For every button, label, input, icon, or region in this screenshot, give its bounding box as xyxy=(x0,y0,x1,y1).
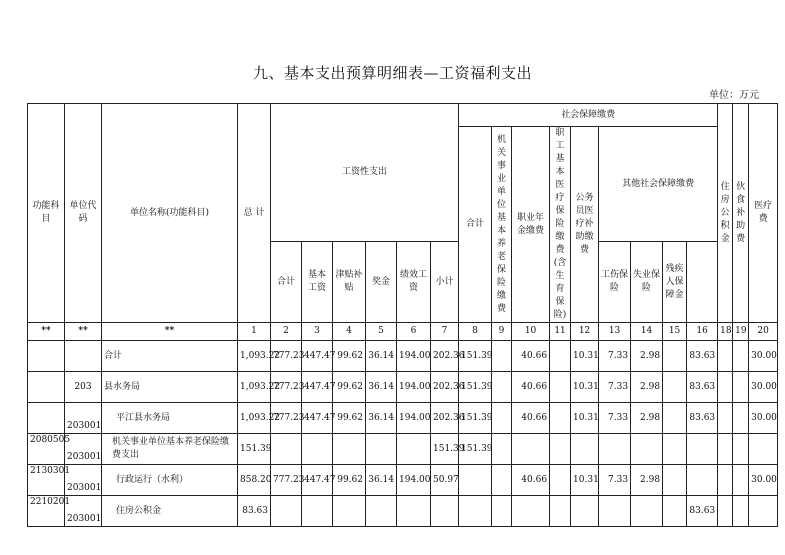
value-cell: 1,093.22 xyxy=(238,403,271,434)
value-cell xyxy=(733,403,749,434)
value-cell xyxy=(550,434,571,465)
header-total: 总 计 xyxy=(238,104,271,323)
value-cell: 10.31 xyxy=(571,372,599,403)
value-cell xyxy=(718,372,733,403)
value-cell: 151.39 xyxy=(459,403,492,434)
value-cell xyxy=(718,341,733,372)
header-func-subject: 功能科目 xyxy=(28,104,65,323)
value-cell: 194.00 xyxy=(397,341,431,372)
header-meal: 伙食补助费 xyxy=(733,104,749,323)
mark-cell: 16 xyxy=(687,323,718,341)
value-cell xyxy=(663,403,687,434)
value-cell xyxy=(718,465,733,496)
mark-cell: 20 xyxy=(749,323,778,341)
value-cell: 447.47 xyxy=(302,403,333,434)
value-cell: 40.66 xyxy=(512,465,550,496)
table-row xyxy=(28,341,778,372)
mark-cell: 19 xyxy=(733,323,749,341)
value-cell: 447.47 xyxy=(302,341,333,372)
value-cell xyxy=(733,465,749,496)
value-cell: 50.97 xyxy=(431,465,459,496)
value-cell xyxy=(733,434,749,465)
unit-name-cell: 住房公积金 xyxy=(102,496,238,527)
value-cell: 99.62 xyxy=(333,372,366,403)
value-cell xyxy=(397,496,431,527)
unit-code-cell: 203001 xyxy=(65,403,102,434)
mark-cell: 13 xyxy=(599,323,631,341)
value-cell: 1,093.22 xyxy=(238,372,271,403)
header-housing-fund: 住房公积金 xyxy=(718,104,733,323)
value-cell xyxy=(663,465,687,496)
value-cell: 151.39 xyxy=(459,372,492,403)
mark-cell: 15 xyxy=(663,323,687,341)
mark-cell: 14 xyxy=(631,323,663,341)
value-cell: 858.20 xyxy=(238,465,271,496)
func-code-cell: 2130301 xyxy=(28,465,65,496)
value-cell: 99.62 xyxy=(333,341,366,372)
unit-name-cell: 合计 xyxy=(102,341,238,372)
header-medical: 职工基本医疗保险缴费(含生育保险) xyxy=(550,127,571,323)
value-cell xyxy=(663,496,687,527)
value-cell xyxy=(687,465,718,496)
mark-cell: 10 xyxy=(512,323,550,341)
unit-name-cell: 行政运行（水利） xyxy=(102,465,238,496)
value-cell: 151.39 xyxy=(431,434,459,465)
header-unit-name: 单位名称(功能科目) xyxy=(102,104,238,323)
value-cell xyxy=(397,434,431,465)
mark-cell: ** xyxy=(102,323,238,341)
value-cell: 36.14 xyxy=(366,341,397,372)
value-cell xyxy=(571,496,599,527)
value-cell xyxy=(492,465,512,496)
header-annuity: 职业年金缴费 xyxy=(512,127,550,323)
mark-cell: ** xyxy=(28,323,65,341)
header-bonus: 奖金 xyxy=(366,242,397,323)
value-cell xyxy=(333,496,366,527)
func-code-cell xyxy=(28,372,65,403)
value-cell xyxy=(663,372,687,403)
value-cell xyxy=(663,434,687,465)
value-cell: 2.98 xyxy=(631,403,663,434)
value-cell xyxy=(333,434,366,465)
mark-cell: 9 xyxy=(492,323,512,341)
header-disability: 残疾人保障金 xyxy=(663,242,687,323)
value-cell: 30.00 xyxy=(749,372,778,403)
header-performance: 绩效工资 xyxy=(397,242,431,323)
value-cell: 194.00 xyxy=(397,465,431,496)
header-unemployment: 失业保险 xyxy=(631,242,663,323)
unit-code-cell: 203001 xyxy=(65,465,102,496)
value-cell xyxy=(271,434,302,465)
table-row xyxy=(28,372,778,403)
value-cell xyxy=(431,496,459,527)
column-number-row xyxy=(28,323,778,341)
mark-cell: ** xyxy=(65,323,102,341)
value-cell: 777.23 xyxy=(271,372,302,403)
value-cell: 7.33 xyxy=(599,372,631,403)
value-cell: 36.14 xyxy=(366,465,397,496)
value-cell xyxy=(492,434,512,465)
value-cell: 99.62 xyxy=(333,403,366,434)
value-cell: 10.31 xyxy=(571,465,599,496)
value-cell xyxy=(749,434,778,465)
mark-cell: 1 xyxy=(238,323,271,341)
header-allowance: 津贴补贴 xyxy=(333,242,366,323)
value-cell xyxy=(550,465,571,496)
mark-cell: 4 xyxy=(333,323,366,341)
value-cell xyxy=(599,434,631,465)
header-other-subtotal: 小计 xyxy=(431,242,459,323)
mark-cell: 7 xyxy=(431,323,459,341)
value-cell: 447.47 xyxy=(302,465,333,496)
header-civil-med: 公务员医疗补助缴费 xyxy=(571,127,599,323)
value-cell: 40.66 xyxy=(512,341,550,372)
table-row xyxy=(28,403,778,434)
value-cell xyxy=(459,496,492,527)
func-code-cell xyxy=(28,403,65,434)
unit-code-cell: 203001 xyxy=(65,496,102,527)
table-row xyxy=(28,434,778,465)
value-cell: 7.33 xyxy=(599,341,631,372)
value-cell xyxy=(492,496,512,527)
page-title: 九、基本支出预算明细表—工资福利支出 xyxy=(252,64,532,82)
unit-code-cell: 203 xyxy=(65,372,102,403)
unit-name-cell: 县水务局 xyxy=(102,372,238,403)
value-cell: 83.63 xyxy=(687,372,718,403)
value-cell xyxy=(302,496,333,527)
value-cell xyxy=(550,341,571,372)
unit-name-cell: 机关事业单位基本养老保险缴费支出 xyxy=(102,434,238,465)
mark-cell: 2 xyxy=(271,323,302,341)
value-cell: 30.00 xyxy=(749,341,778,372)
mark-cell: 5 xyxy=(366,323,397,341)
header-medical-fee: 医疗费 xyxy=(749,104,778,323)
value-cell xyxy=(459,465,492,496)
value-cell: 447.47 xyxy=(302,372,333,403)
value-cell: 10.31 xyxy=(571,341,599,372)
mark-cell: 11 xyxy=(550,323,571,341)
header-unit-code: 单位代码 xyxy=(65,104,102,323)
value-cell: 151.39 xyxy=(238,434,271,465)
mark-cell: 3 xyxy=(302,323,333,341)
value-cell: 83.63 xyxy=(687,341,718,372)
value-cell: 30.00 xyxy=(749,403,778,434)
value-cell: 1,093.22 xyxy=(238,341,271,372)
value-cell xyxy=(366,496,397,527)
value-cell xyxy=(550,496,571,527)
value-cell xyxy=(718,403,733,434)
mark-cell: 6 xyxy=(397,323,431,341)
unit-name-cell: 平江县水务局 xyxy=(102,403,238,434)
value-cell: 777.23 xyxy=(271,341,302,372)
header-pension: 机关事业单位基本养老保险缴费 xyxy=(492,127,512,323)
value-cell: 202.36 xyxy=(431,341,459,372)
value-cell: 777.23 xyxy=(271,403,302,434)
func-code-cell: 2210201 xyxy=(28,496,65,527)
value-cell xyxy=(749,496,778,527)
value-cell: 83.63 xyxy=(687,496,718,527)
value-cell xyxy=(366,434,397,465)
value-cell: 99.62 xyxy=(333,465,366,496)
value-cell: 7.33 xyxy=(599,403,631,434)
value-cell xyxy=(550,372,571,403)
mark-cell: 18 xyxy=(718,323,733,341)
table-row xyxy=(28,465,778,496)
value-cell xyxy=(271,496,302,527)
mark-cell: 8 xyxy=(459,323,492,341)
value-cell xyxy=(733,372,749,403)
value-cell xyxy=(512,496,550,527)
value-cell xyxy=(492,372,512,403)
value-cell xyxy=(733,496,749,527)
value-cell xyxy=(687,434,718,465)
value-cell xyxy=(512,434,550,465)
header-basic-wage: 基本工资 xyxy=(302,242,333,323)
value-cell xyxy=(302,434,333,465)
value-cell: 2.98 xyxy=(631,465,663,496)
value-cell: 30.00 xyxy=(749,465,778,496)
value-cell: 83.63 xyxy=(238,496,271,527)
value-cell: 2.98 xyxy=(631,341,663,372)
value-cell xyxy=(718,496,733,527)
table-row xyxy=(28,496,778,527)
value-cell: 202.36 xyxy=(431,372,459,403)
value-cell xyxy=(550,403,571,434)
func-code-cell xyxy=(28,341,65,372)
value-cell: 36.14 xyxy=(366,372,397,403)
value-cell xyxy=(718,434,733,465)
value-cell: 40.66 xyxy=(512,372,550,403)
value-cell: 10.31 xyxy=(571,403,599,434)
value-cell xyxy=(631,496,663,527)
unit-code-cell xyxy=(65,341,102,372)
header-wage-subtotal: 合计 xyxy=(271,242,302,323)
value-cell xyxy=(571,434,599,465)
value-cell: 83.63 xyxy=(687,403,718,434)
value-cell xyxy=(492,403,512,434)
value-cell: 7.33 xyxy=(599,465,631,496)
value-cell xyxy=(631,434,663,465)
value-cell: 202.36 xyxy=(431,403,459,434)
unit-label: 单位：万元 xyxy=(709,90,759,101)
value-cell: 2.98 xyxy=(631,372,663,403)
mark-cell: 12 xyxy=(571,323,599,341)
header-injury: 工伤保险 xyxy=(599,242,631,323)
header-social-group: 社会保障缴费 xyxy=(459,104,718,127)
value-cell: 40.66 xyxy=(512,403,550,434)
table-body xyxy=(28,341,778,527)
header-wage-group: 工资性支出 xyxy=(271,104,459,242)
value-cell: 151.39 xyxy=(459,434,492,465)
value-cell xyxy=(599,496,631,527)
func-code-cell: 2080505 xyxy=(28,434,65,465)
value-cell: 194.00 xyxy=(397,372,431,403)
value-cell: 194.00 xyxy=(397,403,431,434)
expenditure-table xyxy=(27,103,778,527)
header-other-social-group: 其他社会保障缴费 xyxy=(599,127,718,242)
value-cell: 36.14 xyxy=(366,403,397,434)
value-cell xyxy=(663,341,687,372)
unit-code-cell: 203001 xyxy=(65,434,102,465)
value-cell: 777.23 xyxy=(271,465,302,496)
header-social-subtotal: 合计 xyxy=(459,127,492,323)
value-cell xyxy=(733,341,749,372)
value-cell xyxy=(492,341,512,372)
value-cell: 151.39 xyxy=(459,341,492,372)
